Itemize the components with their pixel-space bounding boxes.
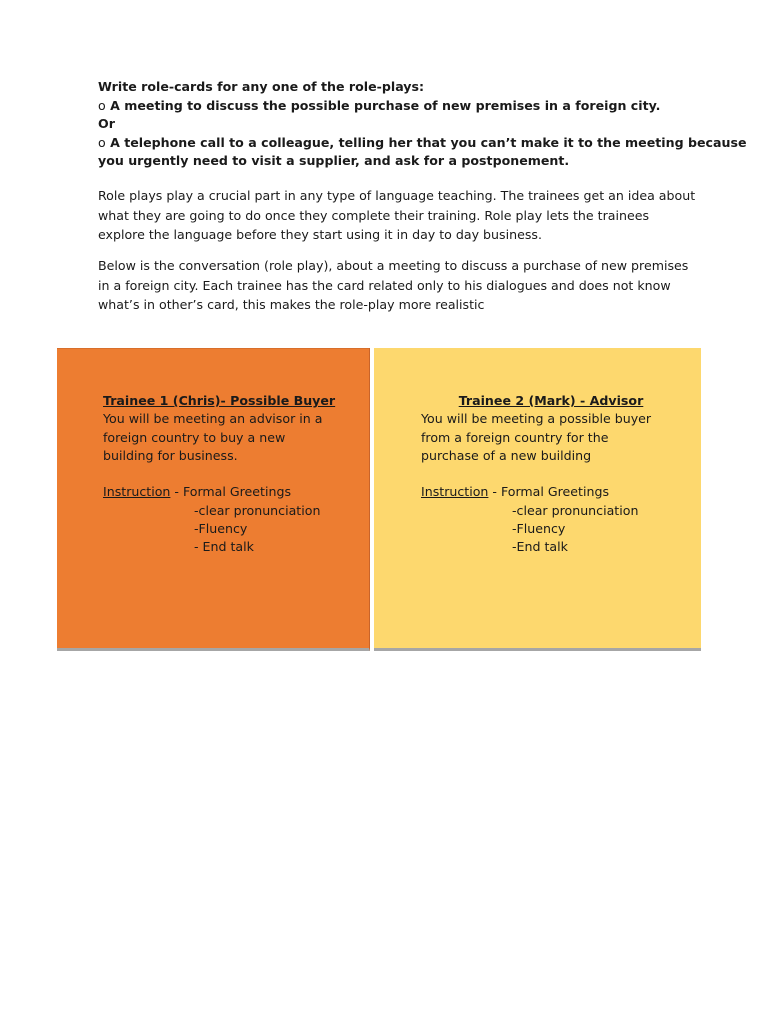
bullet-marker: o bbox=[98, 97, 106, 113]
card-instruction bbox=[103, 483, 353, 501]
bullet-marker: o bbox=[98, 134, 106, 150]
card-description-line: You will be meeting an advisor in a bbox=[103, 411, 323, 427]
paragraph-line: what they are going to do once they complete their training. Role play lets the trainees bbox=[98, 207, 650, 223]
role-card-buyer-title: Trainee 1 (Chris)- Possible Buyer bbox=[103, 393, 336, 408]
task-or: Or bbox=[98, 116, 115, 131]
instruction-label: Instruction bbox=[103, 484, 171, 500]
task-option-2 bbox=[98, 134, 747, 153]
card-description-line: foreign country to buy a new bbox=[103, 429, 286, 445]
instruction-first-item: - Formal Greetings bbox=[488, 484, 610, 500]
role-card-advisor-title: Trainee 2 (Mark) - Advisor bbox=[458, 393, 644, 408]
instruction-item: -Fluency bbox=[512, 521, 566, 537]
spacer bbox=[421, 465, 681, 483]
task-option-1-text: A meeting to discuss the possible purchase of new premises in a foreign city. bbox=[110, 97, 661, 113]
card-description-line: building for business. bbox=[103, 447, 238, 463]
intro-paragraph-1 bbox=[98, 186, 698, 245]
card-description-line: from a foreign country for the bbox=[421, 429, 609, 445]
role-card-advisor-content bbox=[421, 392, 681, 557]
task-option-1 bbox=[98, 97, 698, 116]
intro-paragraph-2 bbox=[98, 256, 698, 315]
instruction-label: Instruction bbox=[421, 484, 489, 500]
paragraph-line: explore the language before they start using it in day to day business. bbox=[98, 227, 542, 242]
role-card-advisor bbox=[374, 348, 701, 651]
instruction-first-item: - Formal Greetings bbox=[170, 484, 292, 500]
paragraph-line: what’s in other’s card, this makes the role-play more realistic bbox=[98, 297, 485, 312]
spacer bbox=[103, 465, 353, 483]
role-card-buyer-content bbox=[103, 392, 353, 557]
role-card-buyer bbox=[57, 348, 370, 651]
instruction-item: -clear pronunciation bbox=[512, 502, 639, 518]
instruction-item: -clear pronunciation bbox=[194, 502, 321, 518]
card-description-line: purchase of a new building bbox=[421, 447, 592, 463]
paragraph-line: in a foreign city. Each trainee has the card related only to his dialogues and does not know bbox=[98, 277, 671, 293]
card-instruction bbox=[421, 483, 681, 501]
paragraph-line: Role plays play a crucial part in any type of language teaching. The trainees get an idea about bbox=[98, 188, 696, 203]
task-heading bbox=[98, 78, 747, 171]
task-title: Write role-cards for any one of the role-plays: bbox=[98, 79, 425, 94]
instruction-item: -End talk bbox=[512, 539, 568, 555]
instruction-item: - End talk bbox=[194, 539, 254, 555]
task-option-2-continued: you urgently need to visit a supplier, and ask for a postponement. bbox=[98, 153, 570, 168]
task-option-2-text: A telephone call to a colleague, telling her that you can’t make it to the meeting because bbox=[110, 134, 747, 150]
paragraph-line: Below is the conversation (role play), about a meeting to discuss a purchase of new premises bbox=[98, 258, 689, 273]
instruction-item: -Fluency bbox=[194, 521, 248, 537]
card-description-line: You will be meeting a possible buyer bbox=[421, 411, 652, 427]
